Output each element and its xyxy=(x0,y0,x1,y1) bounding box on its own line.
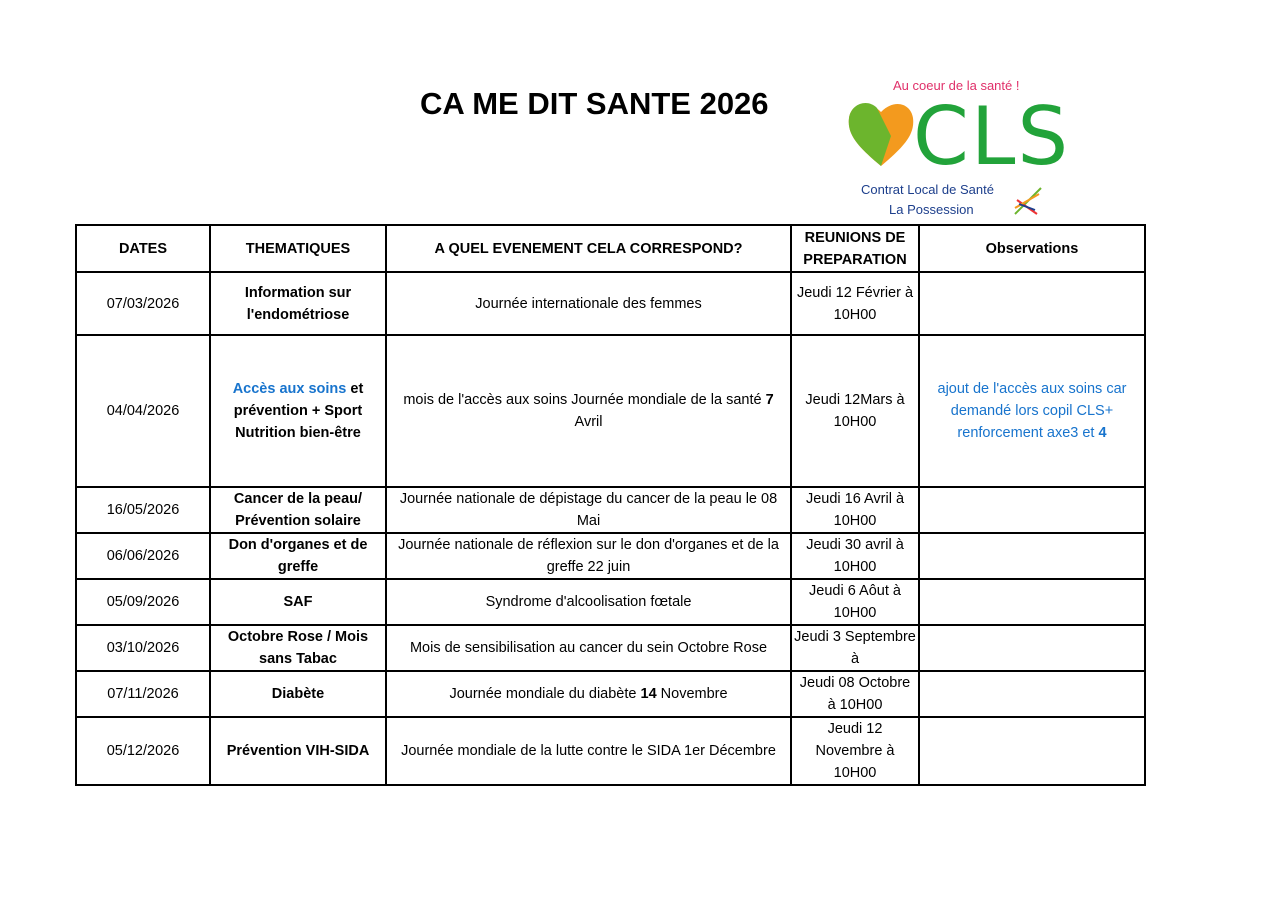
date-cell: 16/05/2026 xyxy=(76,487,210,533)
cell-text: Avril xyxy=(574,414,603,430)
observations-cell xyxy=(919,671,1145,717)
event-cell xyxy=(386,717,791,785)
table-row xyxy=(76,625,1145,671)
date-cell: 03/10/2026 xyxy=(76,625,210,671)
event-cell xyxy=(386,335,791,487)
date-cell: 05/09/2026 xyxy=(76,579,210,625)
observations-cell xyxy=(919,579,1145,625)
prep-cell: Jeudi 16 Avril à 10H00 xyxy=(791,487,919,533)
date-cell: 05/12/2026 xyxy=(76,717,210,785)
cell-text: Octobre Rose / Mois sans Tabac xyxy=(227,629,369,667)
observations-cell xyxy=(919,487,1145,533)
cell-text: Don d'organes et de greffe xyxy=(228,537,368,575)
table-row xyxy=(76,671,1145,717)
logo-line2: La Possession xyxy=(889,202,974,217)
observations-cell xyxy=(919,533,1145,579)
theme-cell xyxy=(210,625,386,671)
cell-text: Prévention VIH-SIDA xyxy=(226,743,370,759)
cell-text: 14 xyxy=(640,686,657,702)
logo-tagline: Au coeur de la santé ! xyxy=(893,78,1020,93)
observations-cell xyxy=(919,717,1145,785)
table-row xyxy=(76,335,1145,487)
prep-cell: Jeudi 3 Septembre à xyxy=(791,625,919,671)
cell-text: 4 xyxy=(1098,425,1107,441)
prep-cell: Jeudi 12Mars à 10H00 xyxy=(791,335,919,487)
table-row xyxy=(76,579,1145,625)
event-cell xyxy=(386,671,791,717)
prep-cell: Jeudi 12 Novembre à 10H00 xyxy=(791,717,919,785)
table-row xyxy=(76,533,1145,579)
column-header: THEMATIQUES xyxy=(210,225,386,272)
cell-text: Journée mondiale de la lutte contre le SIDA 1er Décembre xyxy=(401,743,776,759)
prep-cell: Jeudi 08 Octobre à 10H00 xyxy=(791,671,919,717)
logo-line1: Contrat Local de Santé xyxy=(861,182,994,197)
theme-cell xyxy=(210,533,386,579)
date-cell: 04/04/2026 xyxy=(76,335,210,487)
column-header: A QUEL EVENEMENT CELA CORRESPOND? xyxy=(386,225,791,272)
cell-text: 7 xyxy=(765,392,774,408)
heart-handshake-icon xyxy=(847,96,915,170)
cell-text: Journée nationale de dépistage du cancer de la peau le 08 Mai xyxy=(399,491,778,529)
column-header: REUNIONS DE PREPARATION xyxy=(791,225,919,272)
cell-text: Novembre xyxy=(656,686,728,702)
theme-cell xyxy=(210,335,386,487)
cell-text: Journée mondiale du diabète xyxy=(449,686,641,702)
date-cell: 07/03/2026 xyxy=(76,272,210,335)
theme-cell xyxy=(210,671,386,717)
prep-cell: Jeudi 30 avril à 10H00 xyxy=(791,533,919,579)
cell-text: SAF xyxy=(283,594,313,610)
cell-text: Journée internationale des femmes xyxy=(475,295,702,312)
cell-text: et prévention + Sport Nutrition bien-être xyxy=(233,381,364,441)
cell-text: Mois de sensibilisation au cancer du sein Octobre Rose xyxy=(409,640,768,656)
theme-cell xyxy=(210,272,386,335)
table-row xyxy=(76,272,1145,335)
event-cell xyxy=(386,579,791,625)
cell-text: Journée nationale de réflexion sur le don d'organes et de la greffe 22 juin xyxy=(398,537,779,575)
event-cell xyxy=(386,487,791,533)
theme-cell xyxy=(210,487,386,533)
table-row xyxy=(76,717,1145,785)
cell-text: Syndrome d'alcoolisation fœtale xyxy=(485,594,692,610)
theme-cell xyxy=(210,717,386,785)
date-cell: 07/11/2026 xyxy=(76,671,210,717)
cell-text: Accès aux soins xyxy=(232,381,347,397)
column-header: Observations xyxy=(919,225,1145,272)
cls-logo xyxy=(845,78,1071,223)
date-cell: 06/06/2026 xyxy=(76,533,210,579)
cell-text: Information sur l'endométriose xyxy=(244,284,352,323)
prep-cell: Jeudi 6 Aôut à 10H00 xyxy=(791,579,919,625)
events-table xyxy=(75,224,1146,786)
theme-cell xyxy=(210,579,386,625)
event-cell xyxy=(386,625,791,671)
event-cell xyxy=(386,533,791,579)
table-row xyxy=(76,487,1145,533)
logo-acronym: CLS xyxy=(913,90,1071,183)
cell-text: ajout de l'accès aux soins car demandé lors copil CLS+ renforcement axe3 et xyxy=(937,381,1127,441)
observations-cell xyxy=(919,335,1145,487)
cell-text: Diabète xyxy=(271,686,325,702)
event-cell xyxy=(386,272,791,335)
column-header: DATES xyxy=(76,225,210,272)
arrows-icon xyxy=(1013,186,1043,216)
cell-text: Cancer de la peau/ Prévention solaire xyxy=(233,491,363,529)
observations-cell xyxy=(919,272,1145,335)
prep-cell: Jeudi 12 Février à 10H00 xyxy=(791,272,919,335)
cell-text: mois de l'accès aux soins Journée mondiale de la santé xyxy=(403,392,766,408)
page-title: CA ME DIT SANTE 2026 xyxy=(420,86,769,121)
observations-cell xyxy=(919,625,1145,671)
